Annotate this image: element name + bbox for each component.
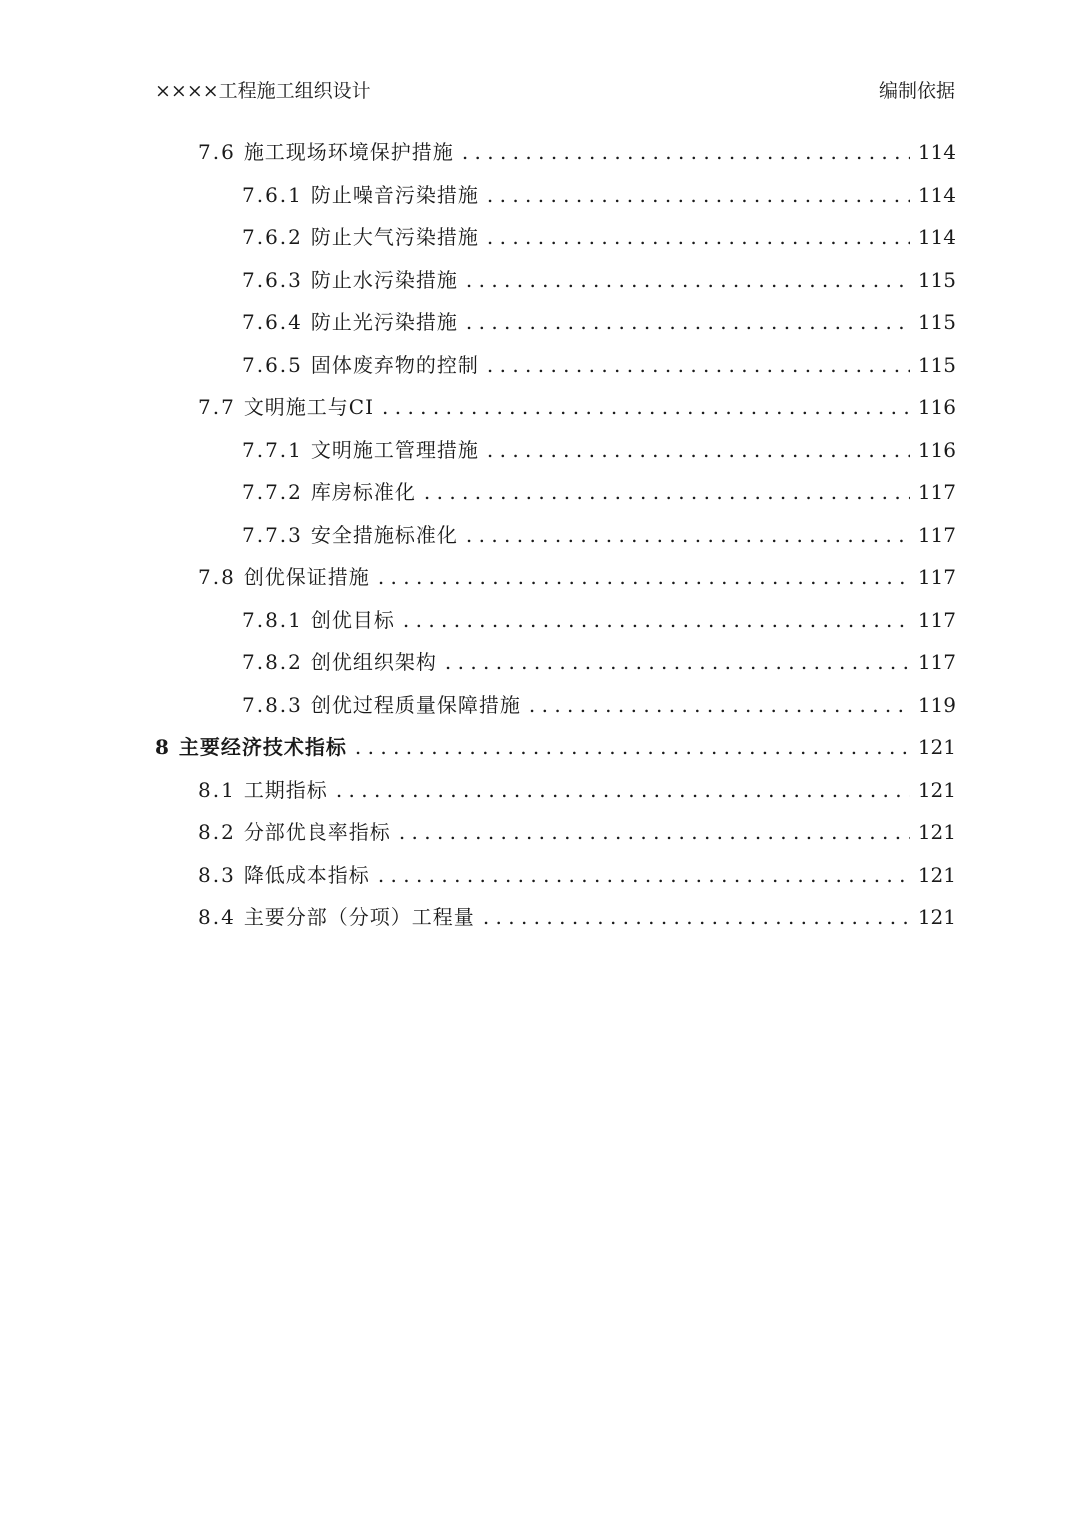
toc-entry-title: 安全措施标准化 (310, 522, 458, 547)
toc-entry-page: 121 (917, 862, 956, 887)
toc-entry[interactable] (155, 684, 956, 727)
toc-entry-page: 121 (917, 820, 956, 844)
toc-entry-title: 施工现场环境保护措施 (243, 140, 454, 164)
toc-dot-leader (403, 599, 910, 642)
toc-entry-page: 114 (917, 182, 956, 207)
toc-entry-page: 117 (917, 607, 956, 632)
table-of-contents (155, 131, 956, 939)
document-title: ××××工程施工组织设计 (155, 80, 371, 102)
toc-entry-page: 117 (917, 480, 956, 504)
toc-entry-page: 117 (917, 565, 956, 589)
toc-entry[interactable] (155, 811, 956, 854)
toc-dot-leader (487, 429, 910, 472)
toc-entry-number: 8.4 (198, 905, 236, 929)
toc-entry[interactable] (155, 131, 956, 174)
toc-entry-title: 创优过程质量保障措施 (310, 692, 521, 717)
toc-entry-number: 8.1 (198, 777, 236, 802)
toc-dot-leader (466, 301, 910, 344)
toc-entry-page: 117 (917, 650, 956, 674)
toc-entry[interactable] (155, 259, 956, 302)
toc-dot-leader (445, 641, 910, 684)
toc-entry-title: 主要分部（分项）工程量 (243, 905, 475, 929)
toc-entry-page: 116 (917, 395, 956, 419)
toc-entry-title: 防止水污染措施 (310, 267, 458, 292)
toc-dot-leader (355, 726, 910, 769)
toc-entry-page: 119 (917, 692, 956, 717)
toc-entry-title: 创优保证措施 (243, 565, 370, 589)
toc-entry[interactable] (155, 769, 956, 812)
toc-entry-page: 115 (917, 310, 956, 334)
toc-entry[interactable] (155, 216, 956, 259)
toc-entry-number: 7.8.1 (242, 607, 303, 632)
toc-entry[interactable] (155, 599, 956, 642)
toc-entry-number: 7.6.2 (242, 225, 303, 249)
toc-entry[interactable] (155, 726, 956, 769)
toc-dot-leader (378, 556, 910, 599)
toc-dot-leader (336, 769, 910, 812)
toc-entry[interactable] (155, 174, 956, 217)
toc-entry-title: 库房标准化 (310, 480, 416, 504)
toc-entry-number: 8 (155, 735, 171, 759)
toc-entry-number: 8.2 (198, 820, 236, 844)
toc-entry-title: 文明施工管理措施 (310, 437, 479, 462)
toc-entry-page: 116 (917, 437, 956, 462)
toc-entry-title: 固体废弃物的控制 (310, 352, 479, 377)
toc-entry-number: 7.7 (198, 395, 236, 419)
toc-entry-page: 117 (917, 522, 956, 547)
toc-entry-title: 防止噪音污染措施 (310, 182, 479, 207)
toc-entry-page: 115 (917, 352, 956, 377)
toc-dot-leader (529, 684, 910, 727)
toc-entry-title: 防止大气污染措施 (310, 225, 479, 249)
toc-entry-title: 创优组织架构 (310, 650, 437, 674)
toc-entry[interactable] (155, 344, 956, 387)
toc-dot-leader (466, 259, 910, 302)
toc-entry-page: 121 (917, 905, 956, 929)
toc-entry-title: 工期指标 (243, 777, 328, 802)
toc-entry[interactable] (155, 429, 956, 472)
toc-entry-page: 115 (917, 267, 956, 292)
toc-dot-leader (487, 344, 910, 387)
toc-entry-number: 7.7.2 (242, 480, 303, 504)
toc-dot-leader (483, 896, 910, 939)
toc-entry-number: 7.8.2 (242, 650, 303, 674)
toc-dot-leader (382, 386, 910, 429)
toc-entry[interactable] (155, 854, 956, 897)
toc-entry-number: 7.6.5 (242, 352, 303, 377)
toc-entry-title: 降低成本指标 (243, 862, 370, 887)
toc-dot-leader (399, 811, 910, 854)
toc-entry-title: 防止光污染措施 (310, 310, 458, 334)
toc-entry-number: 7.7.3 (242, 522, 303, 547)
toc-entry-title: 分部优良率指标 (243, 820, 391, 844)
toc-dot-leader (487, 174, 910, 217)
toc-entry[interactable] (155, 641, 956, 684)
toc-dot-leader (378, 854, 910, 897)
toc-entry-page: 121 (917, 777, 956, 802)
toc-entry-number: 7.6.4 (242, 310, 303, 334)
toc-entry[interactable] (155, 896, 956, 939)
toc-entry[interactable] (155, 386, 956, 429)
toc-dot-leader (462, 131, 910, 174)
page-header (155, 76, 955, 106)
toc-entry-number: 7.8 (198, 565, 236, 589)
toc-entry-number: 7.6 (198, 140, 236, 164)
toc-entry[interactable] (155, 556, 956, 599)
toc-entry-title: 文明施工与CI (243, 395, 375, 419)
toc-entry-page: 121 (917, 735, 956, 759)
toc-entry-number: 7.6.3 (242, 267, 303, 292)
toc-entry-page: 114 (917, 140, 956, 164)
toc-entry-number: 7.8.3 (242, 692, 303, 717)
toc-dot-leader (424, 471, 910, 514)
section-title: 编制依据 (878, 80, 955, 102)
toc-entry-number: 8.3 (198, 862, 236, 887)
toc-entry[interactable] (155, 471, 956, 514)
toc-entry-title: 主要经济技术指标 (178, 735, 347, 759)
toc-entry[interactable] (155, 514, 956, 557)
toc-entry-page: 114 (917, 225, 956, 249)
toc-dot-leader (487, 216, 910, 259)
toc-entry-number: 7.7.1 (242, 437, 303, 462)
toc-entry-number: 7.6.1 (242, 182, 303, 207)
toc-entry-title: 创优目标 (310, 607, 395, 632)
toc-dot-leader (466, 514, 910, 557)
toc-entry[interactable] (155, 301, 956, 344)
